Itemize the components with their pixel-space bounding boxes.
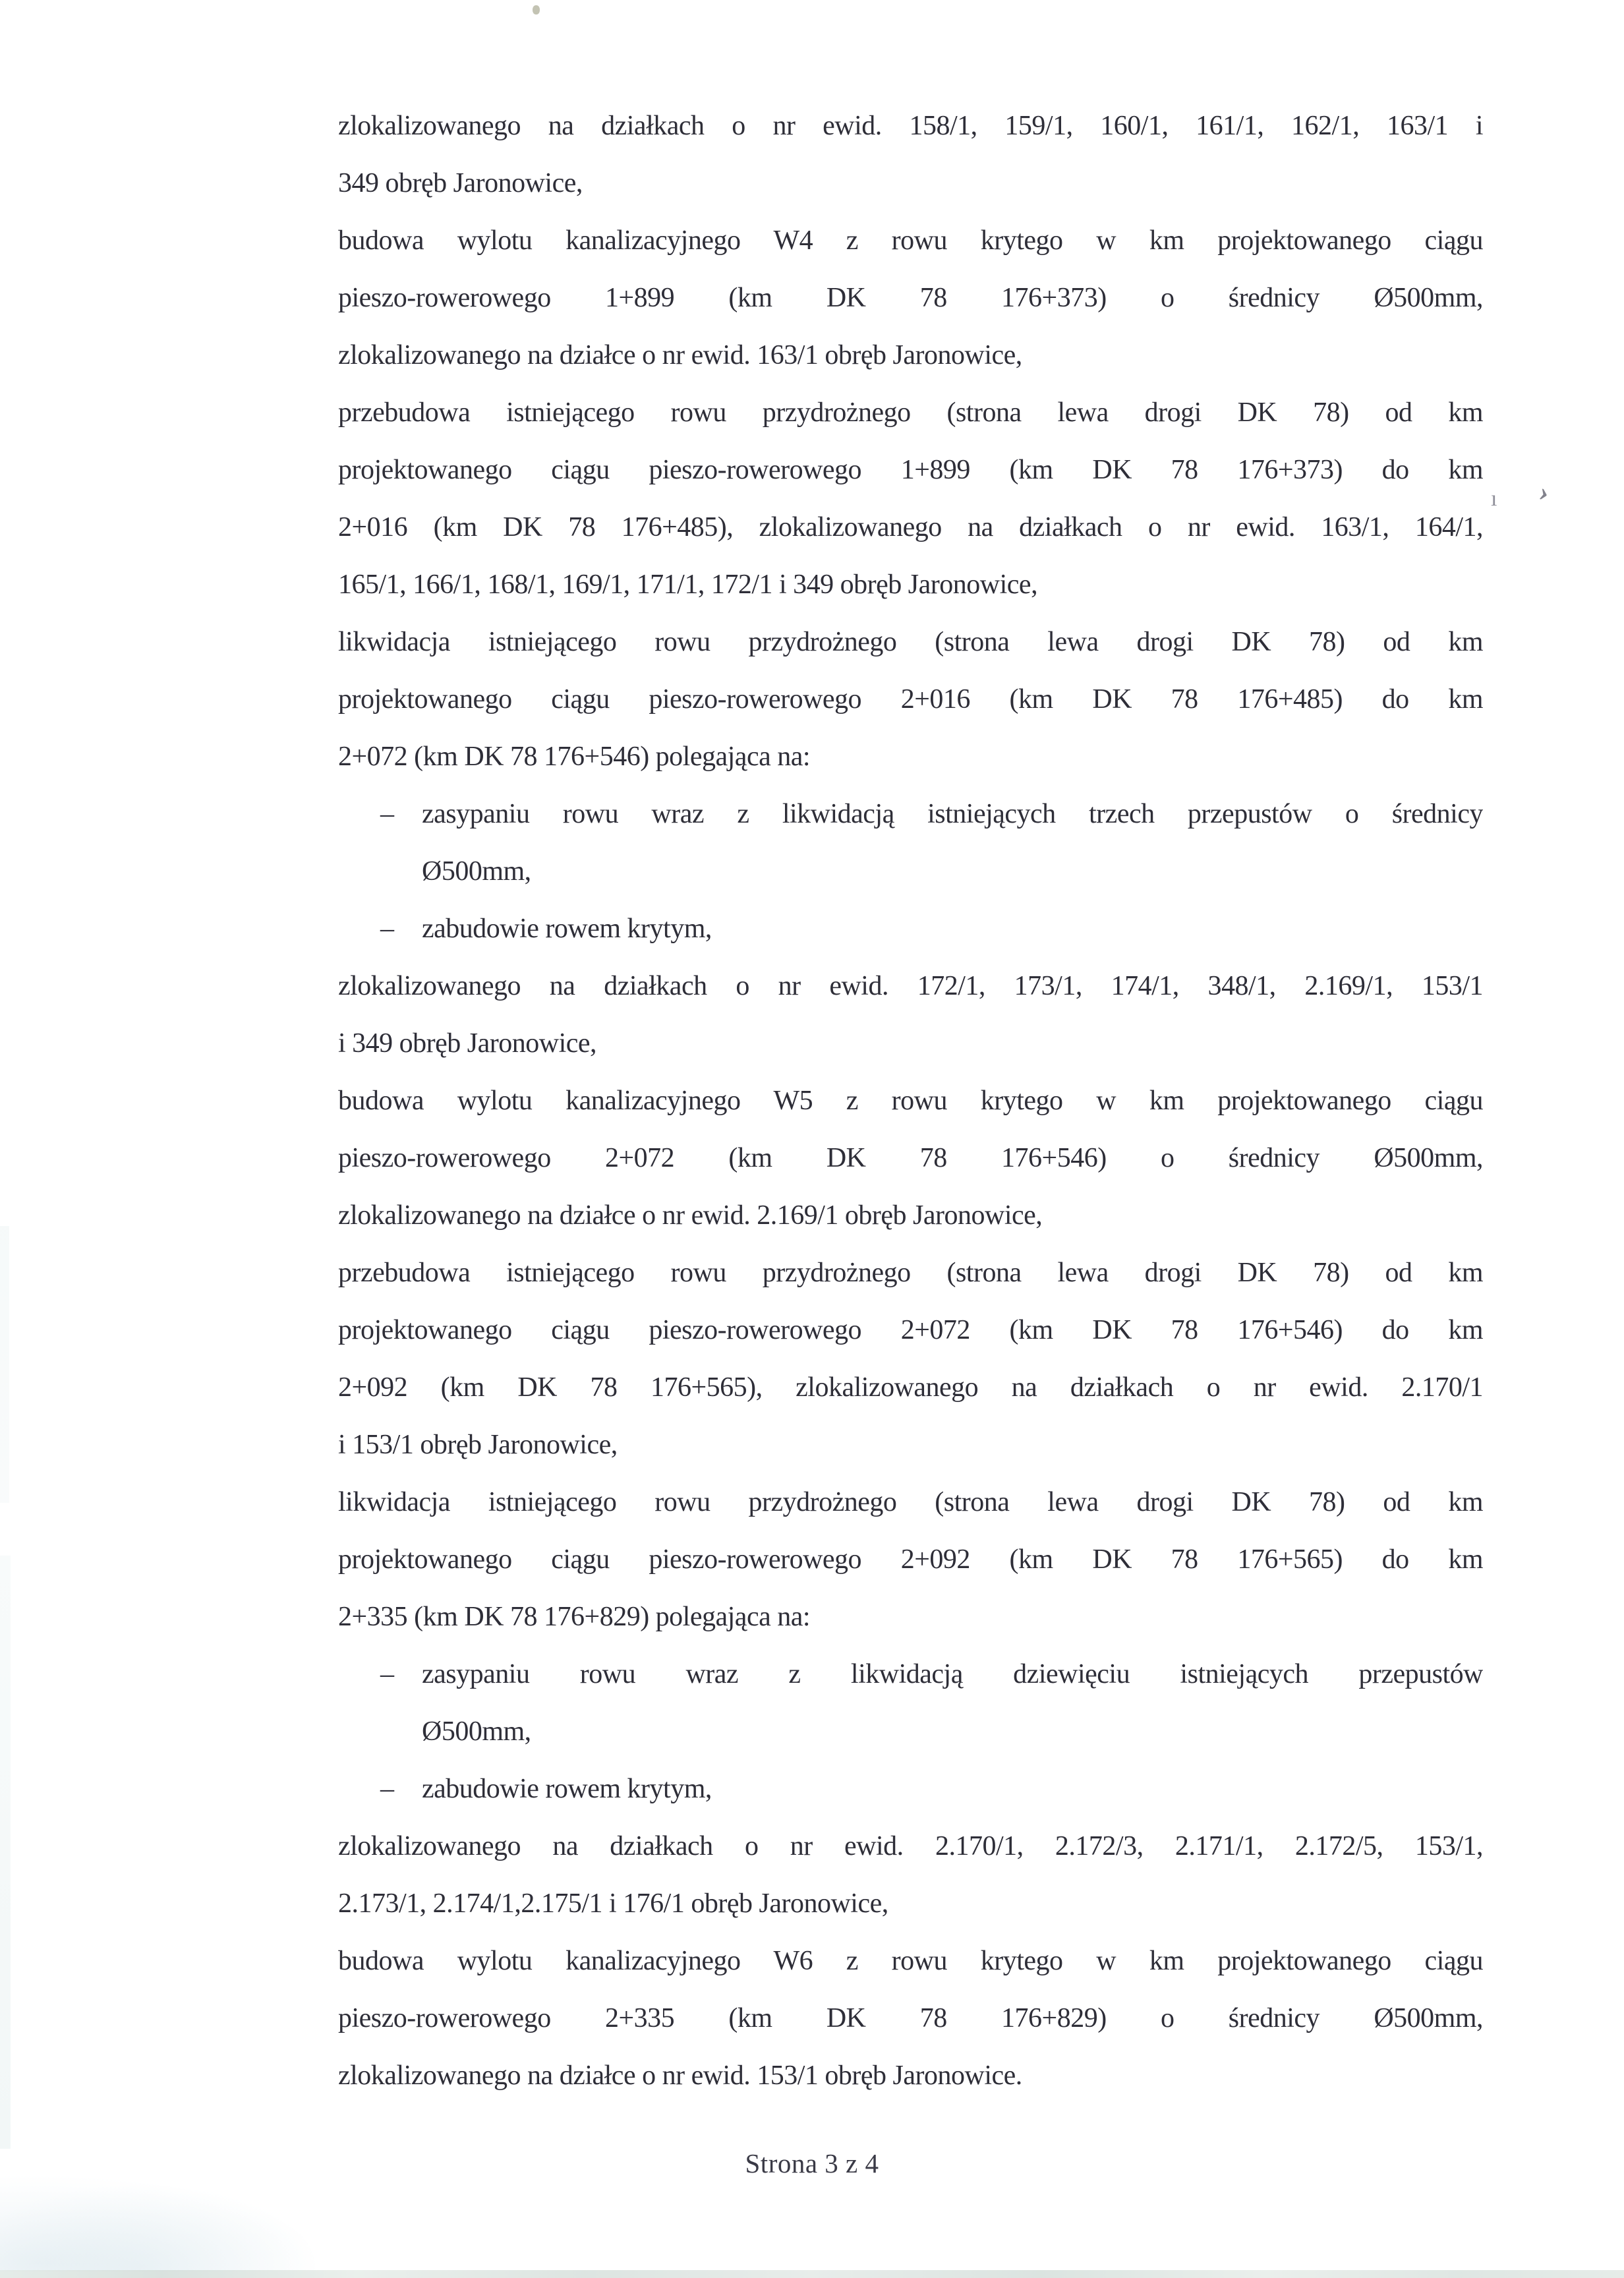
text-line [338,556,1483,614]
bullet-item-line [338,384,1483,442]
bullet-item-line [338,1244,1483,1302]
line-text: przebudowa istniejącego rowu przydrożnego (strona lewa drogi DK 78) od km [338,397,1483,428]
line-text: projektowanego ciągu pieszo-rowerowego 2+072 (km DK 78 176+546) do km [338,1315,1483,1345]
text-line [338,442,1483,499]
line-text: 2+016 (km DK 78 176+485), zlokalizowanego na działkach o nr ewid. 163/1, 164/1, [338,512,1483,542]
line-text: 2+092 (km DK 78 176+565), zlokalizowanego na działkach o nr ewid. 2.170/1 [338,1372,1483,1403]
line-text: pieszo-rowerowego 2+335 (km DK 78 176+829) o średnicy Ø500mm, [338,2003,1483,2033]
line-text: projektowanego ciągu pieszo-rowerowego 2+016 (km DK 78 176+485) do km [338,684,1483,715]
line-text: zabudowie rowem krytym, [422,1774,712,1804]
line-text: 2+335 (km DK 78 176+829) polegająca na: [338,1602,811,1632]
line-text: zlokalizowanego na działce o nr ewid. 163/1 obręb Jaronowice, [338,340,1022,370]
text-line [338,2047,1483,2105]
scan-edge-smudge [0,1226,9,1503]
line-text: zlokalizowanego na działkach o nr ewid. 2.170/1, 2.172/3, 2.171/1, 2.172/5, 153/1, [338,1831,1483,1861]
text-line [338,327,1483,384]
text-line [338,1187,1483,1244]
text-line [338,671,1483,728]
dash-bullet-icon: – [380,1774,394,1804]
text-line [338,1990,1483,2047]
text-line [338,98,1483,155]
text-line [338,499,1483,556]
line-text: zasypaniu rowu wraz z likwidacją dziewięciu istniejących przepustów [422,1659,1483,1689]
line-text: i 349 obręb Jaronowice, [338,1028,597,1059]
line-text: 165/1, 166/1, 168/1, 169/1, 171/1, 172/1 i 349 obręb Jaronowice, [338,570,1038,600]
bullet-item-line [338,1072,1483,1130]
margin-pen-mark: › [1536,476,1553,509]
scan-corner-smudge [0,2159,369,2271]
line-text: pieszo-rowerowego 2+072 (km DK 78 176+546) o średnicy Ø500mm, [338,1143,1483,1173]
text-line [338,1875,1483,1933]
sub-item-line [338,1761,1483,1818]
sub-item-line [338,900,1483,958]
sub-item-line [338,786,1483,843]
line-text: Ø500mm, [422,1716,531,1747]
sub-item-line [338,1646,1483,1703]
dash-bullet-icon: – [380,1659,394,1689]
text-line [338,1531,1483,1589]
line-text: budowa wylotu kanalizacyjnego W4 z rowu krytego w km projektowanego ciągu [338,225,1483,256]
line-text: likwidacja istniejącego rowu przydrożnego (strona lewa drogi DK 78) od km [338,627,1483,657]
line-text: projektowanego ciągu pieszo-rowerowego 2+092 (km DK 78 176+565) do km [338,1544,1483,1575]
sub-item-continuation-line [338,1703,1483,1761]
dash-bullet-icon: – [380,799,394,829]
scan-edge-smudge [0,1556,11,2149]
bullet-item-line [338,1474,1483,1531]
text-line [338,270,1483,327]
line-text: pieszo-rowerowego 1+899 (km DK 78 176+373) o średnicy Ø500mm, [338,283,1483,313]
text-line [338,1130,1483,1187]
document-body [338,98,1483,2105]
line-text: zlokalizowanego na działkach o nr ewid. 158/1, 159/1, 160/1, 161/1, 162/1, 163/1 i [338,111,1483,141]
line-text: zlokalizowanego na działkach o nr ewid. 172/1, 173/1, 174/1, 348/1, 2.169/1, 153/1 [338,971,1483,1001]
bullet-item-line [338,614,1483,671]
text-line [338,1359,1483,1416]
text-line [338,1589,1483,1646]
bullet-item-line [338,212,1483,270]
line-text: likwidacja istniejącego rowu przydrożnego (strona lewa drogi DK 78) od km [338,1487,1483,1517]
text-line [338,1015,1483,1072]
line-text: budowa wylotu kanalizacyjnego W5 z rowu krytego w km projektowanego ciągu [338,1086,1483,1116]
line-text: 2.173/1, 2.174/1,2.175/1 i 176/1 obręb Jaronowice, [338,1888,888,1919]
line-text: przebudowa istniejącego rowu przydrożnego (strona lewa drogi DK 78) od km [338,1258,1483,1288]
text-line [338,1416,1483,1474]
line-text: zasypaniu rowu wraz z likwidacją istniejących trzech przepustów o średnicy [422,799,1483,829]
bullet-item-line [338,1933,1483,1990]
dash-bullet-icon: – [380,914,394,944]
line-text: zlokalizowanego na działce o nr ewid. 153/1 obręb Jaronowice. [338,2060,1022,2091]
text-line [338,958,1483,1015]
page-number-footer: Strona 3 z 4 [745,2148,879,2178]
line-text: zlokalizowanego na działce o nr ewid. 2.169/1 obręb Jaronowice, [338,1200,1043,1231]
sub-item-continuation-line [338,843,1483,900]
line-text: zabudowie rowem krytym, [422,914,712,944]
line-text: i 153/1 obręb Jaronowice, [338,1430,618,1460]
line-text: projektowanego ciągu pieszo-rowerowego 1+899 (km DK 78 176+373) do km [338,455,1483,485]
margin-pen-mark: ı [1491,486,1497,511]
scan-speck-artifact [533,5,540,15]
text-line [338,728,1483,786]
line-text: Ø500mm, [422,856,531,887]
text-line [338,1302,1483,1359]
line-text: budowa wylotu kanalizacyjnego W6 z rowu krytego w km projektowanego ciągu [338,1946,1483,1976]
text-line [338,1818,1483,1875]
scan-bottom-edge-artifact [0,2270,1624,2278]
line-text: 349 obręb Jaronowice, [338,168,583,198]
text-line [338,155,1483,212]
line-text: 2+072 (km DK 78 176+546) polegająca na: [338,742,811,772]
